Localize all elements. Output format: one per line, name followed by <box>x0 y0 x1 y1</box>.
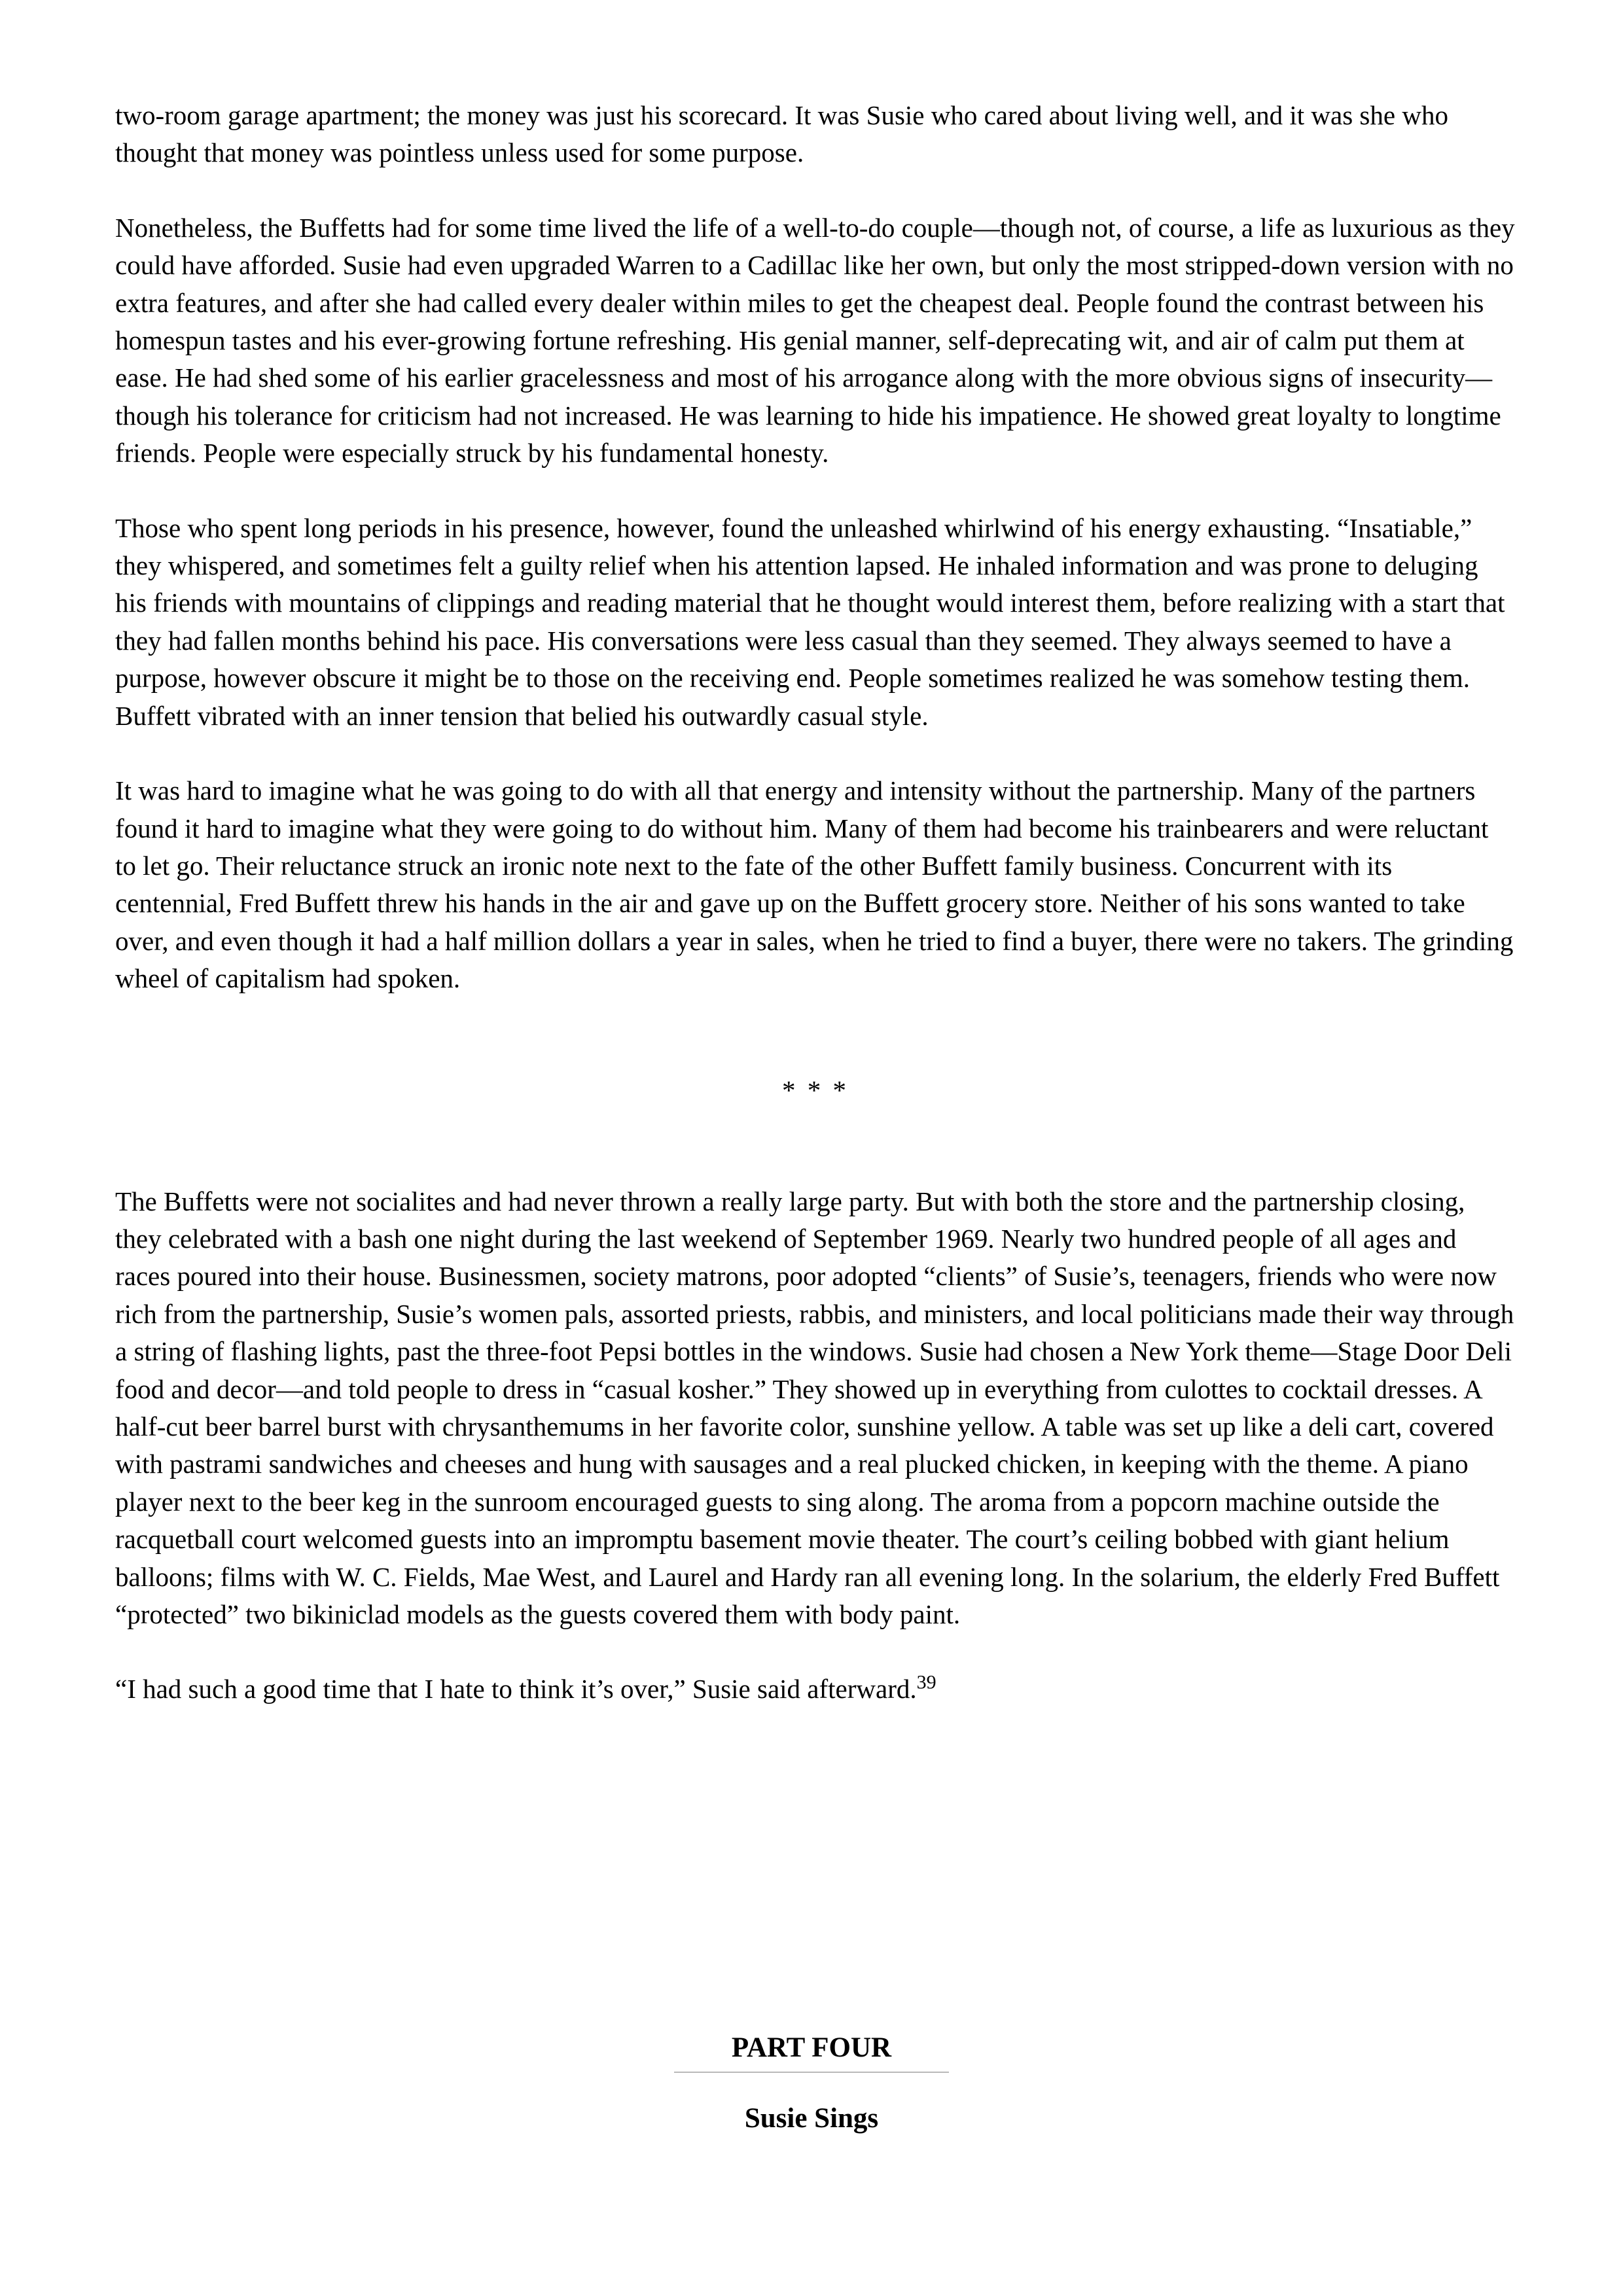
footnote-marker[interactable]: 39 <box>916 1671 936 1693</box>
section-separator: * * * <box>782 1074 849 1105</box>
closing-quote <box>115 1670 1516 1708</box>
closing-quote-text: “I had such a good time that I hate to think it’s over,” Susie said afterward. <box>115 1674 917 1704</box>
body-paragraph-5: The Buffetts were not socialites and had never thrown a really large party. But with both the store and the partnership closing, they celebrated with a bash one night during the last weekend of September 1969. Nearly two hundred people of all ages and races poured into their house. Businessmen, society matrons, poor adopted “clients” of Susie’s, teenagers, friends who were now rich from the partnership, Susie’s women pals, assorted priests, rabbis, and ministers, and local politicians made their way through a string of flashing lights, past the three-foot Pepsi bottles in the windows. Susie had chosen a New York theme—Stage Door Deli food and decor—and told people to dress in “casual kosher.” They showed up in everything from culottes to cocktail dresses. A half-cut beer barrel burst with chrysanthemums in her favorite color, sunshine yellow. A table was set up like a deli cart, covered with pastrami sandwiches and cheeses and hung with sausages and a real plucked chicken, in keeping with the theme. A piano player next to the beer keg in the sunroom encouraged guests to sing along. The aroma from a popcorn machine outside the racquetball court welcomed guests into an impromptu basement movie theater. The court’s ceiling bobbed with giant helium balloons; films with W. C. Fields, Mae West, and Laurel and Hardy ran all evening long. In the solarium, the elderly Fred Buffett “protected” two bikiniclad models as the guests covered them with body paint. <box>115 1186 1514 1629</box>
page-body <box>115 97 1516 1708</box>
part-subtitle: Susie Sings <box>744 2103 879 2134</box>
body-paragraph-2: Nonetheless, the Buffetts had for some time lived the life of a well-to-do couple—though not, of course, a life as luxurious as they could have afforded. Susie had even upgraded Warren to a Cadillac like her own, but only the most stripped-down version with no extra features, and after she had called every dealer within miles to get the cheapest deal. People found the contrast between his homespun tastes and his ever-growing fortune refreshing. His genial manner, self-deprecating wit, and air of calm put them at ease. He had shed some of his earlier gracelessness and most of his arrogance along with the more obvious signs of insecurity—though his tolerance for criticism had not increased. He was learning to hide his impatience. He showed great loyalty to longtime friends. People were especially struck by his fundamental honesty. <box>115 212 1515 468</box>
body-paragraph-1: two-room garage apartment; the money was just his scorecard. It was Susie who cared about living well, and it was she who thought that money was pointless unless used for some purpose. <box>115 100 1448 168</box>
body-paragraph-3: Those who spent long periods in his presence, however, found the unleashed whirlwind of his energy exhausting. “Insatiable,” they whispered, and sometimes felt a guilty relief when his attention lapsed. He inhaled information and was prone to deluging his friends with mountains of clippings and reading material that he thought would interest them, before realizing with a start that they had fallen months behind his pace. His conversations were less casual than they seemed. They always seemed to have a purpose, however obscure it might be to those on the receiving end. People sometimes realized he was somehow testing them. Buffett vibrated with an inner tension that belied his outwardly casual style. <box>115 512 1505 731</box>
part-title: PART FOUR <box>674 2028 949 2073</box>
part-heading-block <box>0 2028 1623 2138</box>
body-paragraph-4: It was hard to imagine what he was going to do with all that energy and intensity without the partnership. Many of the partners found it hard to imagine what they were going to do without him. Many of them had become his trainbearers and were reluctant to let go. Their reluctance struck an ironic note next to the fate of the other Buffett family business. Concurrent with its centennial, Fred Buffett threw his hands in the air and gave up on the Buffett grocery store. Neither of his sons wanted to take over, and even though it had a half million dollars a year in sales, when he tried to find a buyer, there were no takers. The grinding wheel of capitalism had spoken. <box>115 775 1514 994</box>
